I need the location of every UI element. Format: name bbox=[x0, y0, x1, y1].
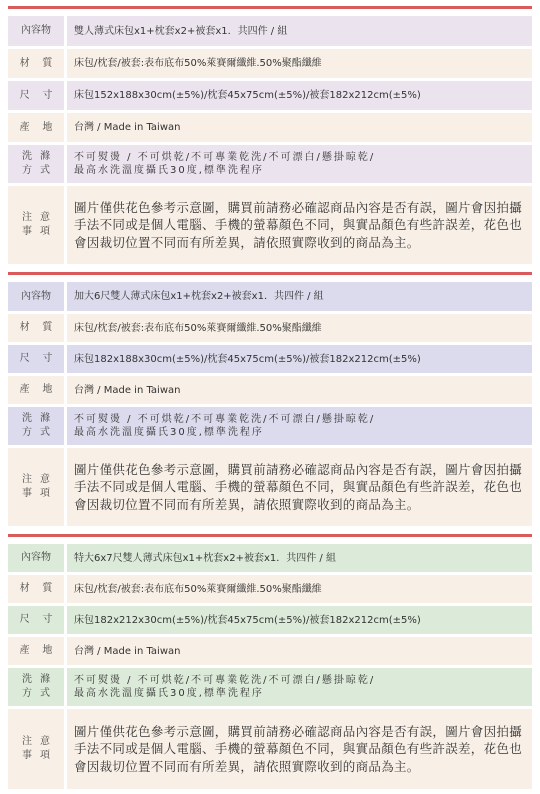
wash-line1: 不可熨燙 / 不可烘乾/不可專業乾洗/不可漂白/懸掛晾乾/ bbox=[74, 675, 376, 686]
label-size-a: 尺 bbox=[19, 353, 30, 364]
section-divider bbox=[8, 6, 532, 9]
label-origin-b: 地 bbox=[42, 121, 53, 133]
value-note: 圖片僅供花色參考示意圖，購買前請務必確認商品內容是否有誤，圖片會因拍攝手法不同或是個人電腦、手機的螢幕顏色不同，與實品顏色有些許誤差，花色也會因裁切位置不同而有所差異，請依照實際收到的商品為主。 bbox=[67, 709, 532, 789]
label-content: 內容物 bbox=[8, 282, 64, 311]
value-origin: 台灣 / Made in Taiwan bbox=[67, 113, 532, 142]
label-wash-line1: 洗滌 bbox=[22, 151, 58, 162]
row-material bbox=[8, 49, 532, 78]
label-size-a: 尺 bbox=[19, 89, 30, 101]
label-material-b: 質 bbox=[42, 583, 53, 594]
row-size bbox=[8, 345, 532, 373]
row-content bbox=[8, 544, 532, 572]
label-note-line1: 注意 bbox=[22, 736, 58, 747]
value-note: 圖片僅供花色參考示意圖，購買前請務必確認商品內容是否有誤，圖片會因拍攝手法不同或是個人電腦、手機的螢幕顏色不同，與實品顏色有些許誤差，花色也會因裁切位置不同而有所差異，請依照實際收到的商品為主。 bbox=[67, 448, 532, 526]
row-note bbox=[8, 709, 532, 789]
label-origin bbox=[8, 637, 64, 665]
label-size-b: 寸 bbox=[42, 353, 53, 364]
label-origin-a: 產 bbox=[19, 645, 30, 656]
label-wash-line2: 方式 bbox=[22, 427, 58, 438]
label-wash bbox=[8, 407, 64, 445]
label-origin-b: 地 bbox=[42, 645, 53, 656]
row-origin bbox=[8, 113, 532, 142]
value-content: 加大6尺雙人薄式床包x1+枕套x2+被套x1．共四件 / 組 bbox=[67, 282, 532, 311]
value-material: 床包/枕套/被套:表布底布50%萊賽爾纖維.50%聚酯纖維 bbox=[67, 49, 532, 78]
label-note bbox=[8, 448, 64, 526]
spec-table-double bbox=[0, 6, 540, 268]
label-wash bbox=[8, 668, 64, 706]
label-material-a: 材 bbox=[19, 322, 30, 333]
label-wash-line1: 洗滌 bbox=[22, 674, 58, 685]
wash-line1: 不可熨燙 / 不可烘乾/不可專業乾洗/不可漂白/懸掛晾乾/ bbox=[74, 414, 376, 425]
label-note-line1: 注意 bbox=[22, 212, 58, 223]
value-origin: 台灣 / Made in Taiwan bbox=[67, 637, 532, 665]
label-material bbox=[8, 575, 64, 603]
label-origin bbox=[8, 113, 64, 142]
value-note: 圖片僅供花色參考示意圖，購買前請務必確認商品內容是否有誤，圖片會因拍攝手法不同或是個人電腦、手機的螢幕顏色不同，與實品顏色有些許誤差，花色也會因裁切位置不同而有所差異，請依照實際收到的商品為主。 bbox=[67, 186, 532, 264]
label-wash-line2: 方式 bbox=[22, 688, 58, 699]
label-content: 內容物 bbox=[8, 16, 64, 46]
row-wash bbox=[8, 145, 532, 183]
value-size: 床包152x188x30cm(±5%)/枕套45x75cm(±5%)/被套182x212cm(±5%) bbox=[67, 81, 532, 110]
row-note bbox=[8, 186, 532, 264]
row-wash bbox=[8, 668, 532, 706]
wash-line2: 最高水洗溫度攝氏30度,標準洗程序 bbox=[74, 165, 264, 176]
row-content bbox=[8, 16, 532, 46]
label-material-b: 質 bbox=[42, 322, 53, 333]
row-origin bbox=[8, 376, 532, 404]
label-note-line1: 注意 bbox=[22, 474, 58, 485]
row-material bbox=[8, 575, 532, 603]
label-note-line2: 事項 bbox=[22, 750, 58, 761]
row-wash bbox=[8, 407, 532, 445]
value-size: 床包182x188x30cm(±5%)/枕套45x75cm(±5%)/被套182x212cm(±5%) bbox=[67, 345, 532, 373]
row-size bbox=[8, 606, 532, 634]
value-wash bbox=[67, 145, 532, 183]
label-origin-a: 產 bbox=[19, 384, 30, 395]
row-note bbox=[8, 448, 532, 526]
label-origin-a: 產 bbox=[19, 121, 30, 133]
value-content: 特大6x7尺雙人薄式床包x1+枕套x2+被套x1．共四件 / 組 bbox=[67, 544, 532, 572]
value-origin: 台灣 / Made in Taiwan bbox=[67, 376, 532, 404]
spec-table-queen bbox=[0, 272, 540, 530]
value-wash bbox=[67, 407, 532, 445]
label-material bbox=[8, 49, 64, 78]
label-note-line2: 事項 bbox=[22, 226, 58, 237]
value-wash bbox=[67, 668, 532, 706]
label-wash bbox=[8, 145, 64, 183]
label-origin-b: 地 bbox=[42, 384, 53, 395]
row-size bbox=[8, 81, 532, 110]
label-material bbox=[8, 314, 64, 342]
label-size-a: 尺 bbox=[19, 614, 30, 625]
label-wash-line2: 方式 bbox=[22, 165, 58, 176]
section-divider bbox=[8, 272, 532, 275]
label-note bbox=[8, 709, 64, 789]
wash-line1: 不可熨燙 / 不可烘乾/不可專業乾洗/不可漂白/懸掛晾乾/ bbox=[74, 152, 376, 163]
value-content: 雙人薄式床包x1+枕套x2+被套x1．共四件 / 組 bbox=[67, 16, 532, 46]
label-size-b: 寸 bbox=[42, 614, 53, 625]
label-origin bbox=[8, 376, 64, 404]
row-content bbox=[8, 282, 532, 311]
label-size bbox=[8, 81, 64, 110]
label-material-a: 材 bbox=[19, 583, 30, 594]
value-size: 床包182x212x30cm(±5%)/枕套45x75cm(±5%)/被套182x212cm(±5%) bbox=[67, 606, 532, 634]
value-material: 床包/枕套/被套:表布底布50%萊賽爾纖維.50%聚酯纖維 bbox=[67, 575, 532, 603]
label-size bbox=[8, 345, 64, 373]
label-size bbox=[8, 606, 64, 634]
row-material bbox=[8, 314, 532, 342]
label-material-b: 質 bbox=[42, 57, 53, 69]
label-note bbox=[8, 186, 64, 264]
wash-line2: 最高水洗溫度攝氏30度,標準洗程序 bbox=[74, 427, 264, 438]
label-content: 內容物 bbox=[8, 544, 64, 572]
label-note-line2: 事項 bbox=[22, 488, 58, 499]
row-origin bbox=[8, 637, 532, 665]
label-material-a: 材 bbox=[19, 57, 30, 69]
label-wash-line1: 洗滌 bbox=[22, 413, 58, 424]
value-material: 床包/枕套/被套:表布底布50%萊賽爾纖維.50%聚酯纖維 bbox=[67, 314, 532, 342]
wash-line2: 最高水洗溫度攝氏30度,標準洗程序 bbox=[74, 688, 264, 699]
section-divider bbox=[8, 534, 532, 537]
label-size-b: 寸 bbox=[42, 89, 53, 101]
spec-table-king bbox=[0, 534, 540, 792]
